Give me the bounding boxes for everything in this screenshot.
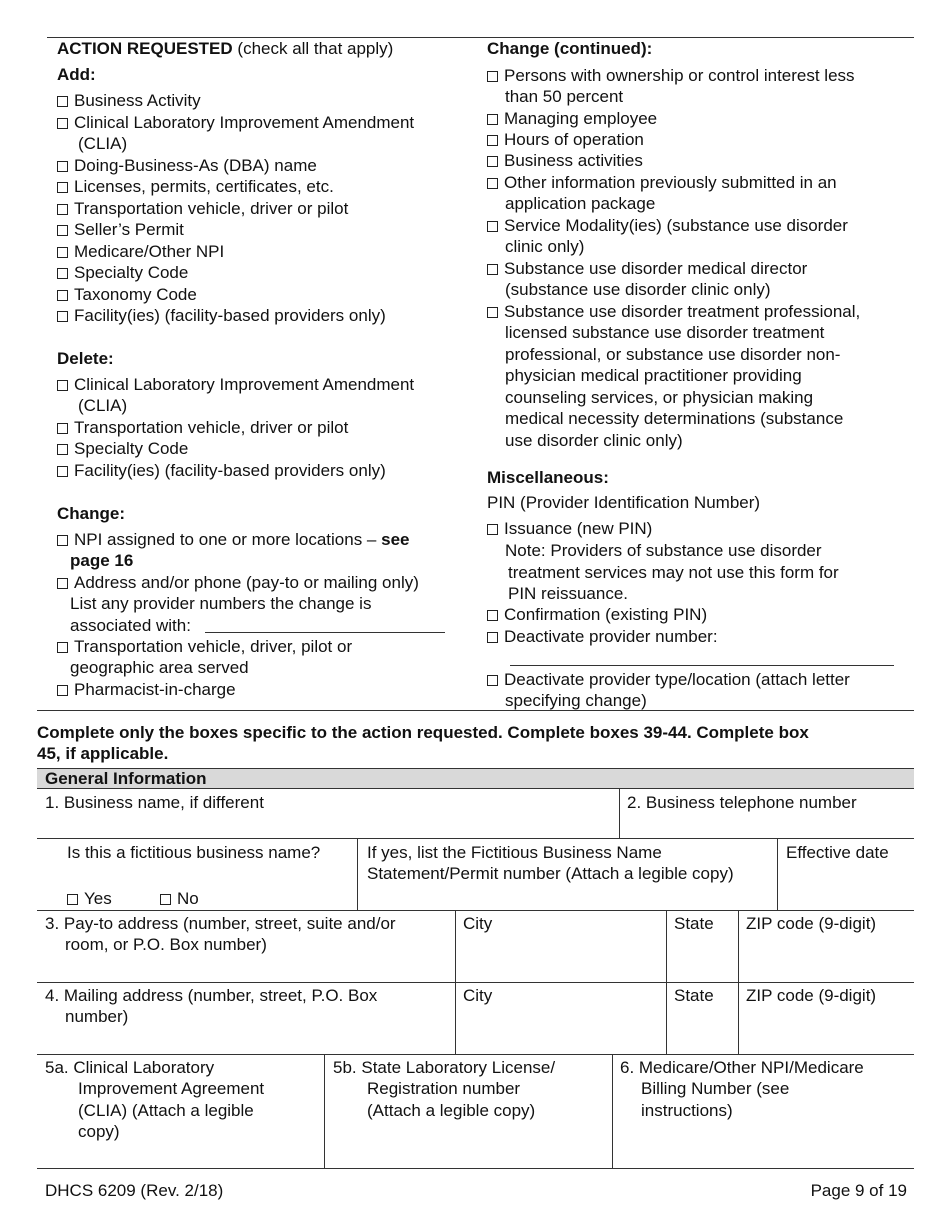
add-clia-cont: (CLIA) xyxy=(78,134,128,153)
row4-bottom xyxy=(37,1054,914,1055)
checkbox[interactable] xyxy=(57,535,68,546)
pin-confirmation[interactable]: Confirmation (existing PIN) xyxy=(487,604,707,626)
add-facility[interactable]: Facility(ies) (facility-based providers only) xyxy=(57,305,386,327)
business-name-field[interactable] xyxy=(40,812,615,836)
change-sud-professional-cont3: physician medical practitioner providing xyxy=(505,366,802,385)
add-dba[interactable]: Doing-Business-As (DBA) name xyxy=(57,155,317,177)
row5-divider-a xyxy=(324,1055,325,1168)
field-5b-line-2: Registration number xyxy=(367,1079,521,1098)
checkbox[interactable] xyxy=(57,578,68,589)
change-continued-heading: Change (continued): xyxy=(487,39,653,58)
mailing-state-label: State xyxy=(674,986,714,1005)
fictitious-list-1: If yes, list the Fictitious Business Name xyxy=(367,843,662,862)
field-4-label-a: 4. Mailing address (number, street, P.O. Box xyxy=(45,986,378,1005)
checkbox[interactable] xyxy=(57,161,68,172)
row3-bottom xyxy=(37,982,914,983)
row5-bottom xyxy=(37,1168,914,1169)
add-business-activity[interactable]: Business Activity xyxy=(57,90,201,112)
checkbox[interactable] xyxy=(487,264,498,275)
change-sud-professional-cont1: licensed substance use disorder treatment xyxy=(505,323,825,342)
field-5b-line-1: 5b. State Laboratory License/ xyxy=(333,1058,556,1077)
checkbox[interactable] xyxy=(57,311,68,322)
checkbox[interactable] xyxy=(487,632,498,643)
change-sud-director[interactable]: Substance use disorder medical director xyxy=(487,258,807,280)
add-taxonomy-code[interactable]: Taxonomy Code xyxy=(57,284,197,306)
checkbox[interactable] xyxy=(57,96,68,107)
change-npi-page-ref: page 16 xyxy=(70,551,134,570)
field-5a-line-3: (CLIA) (Attach a legible xyxy=(78,1101,254,1120)
change-managing-employee[interactable]: Managing employee xyxy=(487,108,657,130)
change-other-info[interactable]: Other information previously submitted in an xyxy=(487,172,837,194)
row3-divider-c xyxy=(738,911,739,983)
field-5a-line-4: copy) xyxy=(78,1122,120,1141)
delete-clia-cont: (CLIA) xyxy=(78,396,128,415)
field-3-label-a: 3. Pay-to address (number, street, suite and/or xyxy=(45,914,396,933)
change-address-sub1: List any provider numbers the change is xyxy=(70,594,372,613)
checkbox[interactable] xyxy=(57,182,68,193)
change-service-modality[interactable]: Service Modality(ies) (substance use disorder xyxy=(487,215,848,237)
deactivate-provider-type-cont: specifying change) xyxy=(505,691,647,710)
change-sud-professional[interactable]: Substance use disorder treatment professional, xyxy=(487,301,860,323)
mailing-zip-label: ZIP code (9-digit) xyxy=(746,986,877,1005)
effective-date-label: Effective date xyxy=(786,843,889,862)
pin-issuance[interactable]: Issuance (new PIN) xyxy=(487,518,652,540)
deactivate-provider-type[interactable]: Deactivate provider type/location (attach letter xyxy=(487,669,850,691)
checkbox[interactable] xyxy=(57,466,68,477)
row5-divider-b xyxy=(612,1055,613,1168)
change-sud-director-cont: (substance use disorder clinic only) xyxy=(505,280,771,299)
fictitious-question: Is this a fictitious business name? xyxy=(67,843,321,862)
row1-bottom xyxy=(37,838,914,839)
checkbox[interactable] xyxy=(57,642,68,653)
add-sellers-permit[interactable]: Seller’s Permit xyxy=(57,219,184,241)
payto-city-label: City xyxy=(463,914,493,933)
change-ownership-cont: than 50 percent xyxy=(505,87,624,106)
change-npi[interactable]: NPI assigned to one or more locations – see xyxy=(57,529,410,551)
misc-heading: Miscellaneous: xyxy=(487,468,609,487)
action-section-bottom-rule xyxy=(37,710,914,711)
instruction-line-2: 45, if applicable. xyxy=(37,744,169,763)
field-5a-line-2: Improvement Agreement xyxy=(78,1079,265,1098)
change-sud-professional-cont4: counseling services, or physician making xyxy=(505,388,814,407)
row2-divider-b xyxy=(777,839,778,911)
business-phone-field[interactable] xyxy=(623,812,911,836)
field-6-line-2: Billing Number (see xyxy=(641,1079,790,1098)
change-service-modality-cont: clinic only) xyxy=(505,237,585,256)
field-6-line-1: 6. Medicare/Other NPI/Medicare xyxy=(620,1058,864,1077)
change-sud-professional-cont6: use disorder clinic only) xyxy=(505,431,683,450)
checkbox[interactable] xyxy=(487,71,498,82)
row2-bottom xyxy=(37,910,914,911)
payto-zip-label: ZIP code (9-digit) xyxy=(746,914,877,933)
fictitious-no[interactable]: No xyxy=(160,888,199,910)
general-info-header: General Information xyxy=(45,769,207,788)
add-specialty-code[interactable]: Specialty Code xyxy=(57,262,188,284)
checkbox[interactable] xyxy=(57,290,68,301)
row3-divider-a xyxy=(455,911,456,983)
delete-transport[interactable]: Transportation vehicle, driver or pilot xyxy=(57,417,348,439)
change-hours[interactable]: Hours of operation xyxy=(487,129,644,151)
pin-note-3: PIN reissuance. xyxy=(508,584,628,603)
delete-specialty-code[interactable]: Specialty Code xyxy=(57,438,188,460)
add-medicare-npi[interactable]: Medicare/Other NPI xyxy=(57,241,224,263)
checkbox[interactable] xyxy=(57,118,68,129)
field-5a-line-1: 5a. Clinical Laboratory xyxy=(45,1058,215,1077)
deactivate-provider-number[interactable]: Deactivate provider number: xyxy=(487,626,718,648)
add-transport[interactable]: Transportation vehicle, driver or pilot xyxy=(57,198,348,220)
change-transport-sub: geographic area served xyxy=(70,658,249,677)
delete-clia[interactable]: Clinical Laboratory Improvement Amendment xyxy=(57,374,414,396)
row1-divider xyxy=(619,789,620,839)
change-heading: Change: xyxy=(57,504,125,523)
instruction-line-1: Complete only the boxes specific to the action requested. Complete boxes 39-44. Complete box xyxy=(37,723,809,742)
checkbox[interactable] xyxy=(487,610,498,621)
checkbox[interactable] xyxy=(487,307,498,318)
fictitious-list-2: Statement/Permit number (Attach a legible copy) xyxy=(367,864,734,883)
checkbox[interactable] xyxy=(487,114,498,125)
checkbox[interactable] xyxy=(57,268,68,279)
delete-facility[interactable]: Facility(ies) (facility-based providers only) xyxy=(57,460,386,482)
checkbox[interactable] xyxy=(487,675,498,686)
checkbox[interactable] xyxy=(57,685,68,696)
field-1-label: 1. Business name, if different xyxy=(45,793,264,812)
deactivate-number-line[interactable] xyxy=(510,665,894,666)
change-other-info-cont: application package xyxy=(505,194,656,213)
checkbox[interactable] xyxy=(57,225,68,236)
field-5b-line-3: (Attach a legible copy) xyxy=(367,1101,536,1120)
change-pharmacist[interactable]: Pharmacist-in-charge xyxy=(57,679,236,701)
change-sud-professional-cont2: professional, or substance use disorder non- xyxy=(505,345,841,364)
checkbox[interactable] xyxy=(487,221,498,232)
page-number: Page 9 of 19 xyxy=(810,1181,907,1200)
row3-divider-b xyxy=(666,911,667,983)
checkbox[interactable] xyxy=(57,380,68,391)
change-ownership[interactable]: Persons with ownership or control interest less xyxy=(487,65,855,87)
checkbox[interactable] xyxy=(57,444,68,455)
checkbox[interactable] xyxy=(57,204,68,215)
field-3-label-b: room, or P.O. Box number) xyxy=(65,935,267,954)
add-clia[interactable]: Clinical Laboratory Improvement Amendment xyxy=(57,112,414,134)
field-2-label: 2. Business telephone number xyxy=(627,793,857,812)
provider-numbers-line[interactable] xyxy=(205,632,445,633)
row2-divider-a xyxy=(357,839,358,911)
pin-note-1: Note: Providers of substance use disorder xyxy=(505,541,822,560)
checkbox[interactable] xyxy=(487,156,498,167)
mailing-city-label: City xyxy=(463,986,493,1005)
checkbox[interactable] xyxy=(487,524,498,535)
row4-divider-b xyxy=(666,983,667,1055)
add-licenses[interactable]: Licenses, permits, certificates, etc. xyxy=(57,176,334,198)
change-business-activities[interactable]: Business activities xyxy=(487,150,643,172)
checkbox[interactable] xyxy=(57,423,68,434)
field-6-line-3: instructions) xyxy=(641,1101,733,1120)
change-transport[interactable]: Transportation vehicle, driver, pilot or xyxy=(57,636,352,658)
pin-note-2: treatment services may not use this form for xyxy=(508,563,839,582)
row4-divider-c xyxy=(738,983,739,1055)
checkbox[interactable] xyxy=(487,135,498,146)
form-id: DHCS 6209 (Rev. 2/18) xyxy=(45,1181,224,1200)
fictitious-yes[interactable]: Yes xyxy=(67,888,112,910)
checkbox[interactable] xyxy=(57,247,68,258)
change-sud-professional-cont5: medical necessity determinations (substance xyxy=(505,409,844,428)
checkbox[interactable] xyxy=(487,178,498,189)
yes-checkbox[interactable] xyxy=(67,894,78,905)
field-4-label-b: number) xyxy=(65,1007,129,1026)
change-address[interactable]: Address and/or phone (pay-to or mailing only) xyxy=(57,572,419,594)
row4-divider-a xyxy=(455,983,456,1055)
delete-heading: Delete: xyxy=(57,349,114,368)
change-address-sub2: associated with: xyxy=(70,616,191,635)
no-checkbox[interactable] xyxy=(160,894,171,905)
payto-state-label: State xyxy=(674,914,714,933)
add-heading: Add: xyxy=(57,65,96,84)
action-requested-title: ACTION REQUESTED (check all that apply) xyxy=(57,39,394,58)
pin-label: PIN (Provider Identification Number) xyxy=(487,493,761,512)
